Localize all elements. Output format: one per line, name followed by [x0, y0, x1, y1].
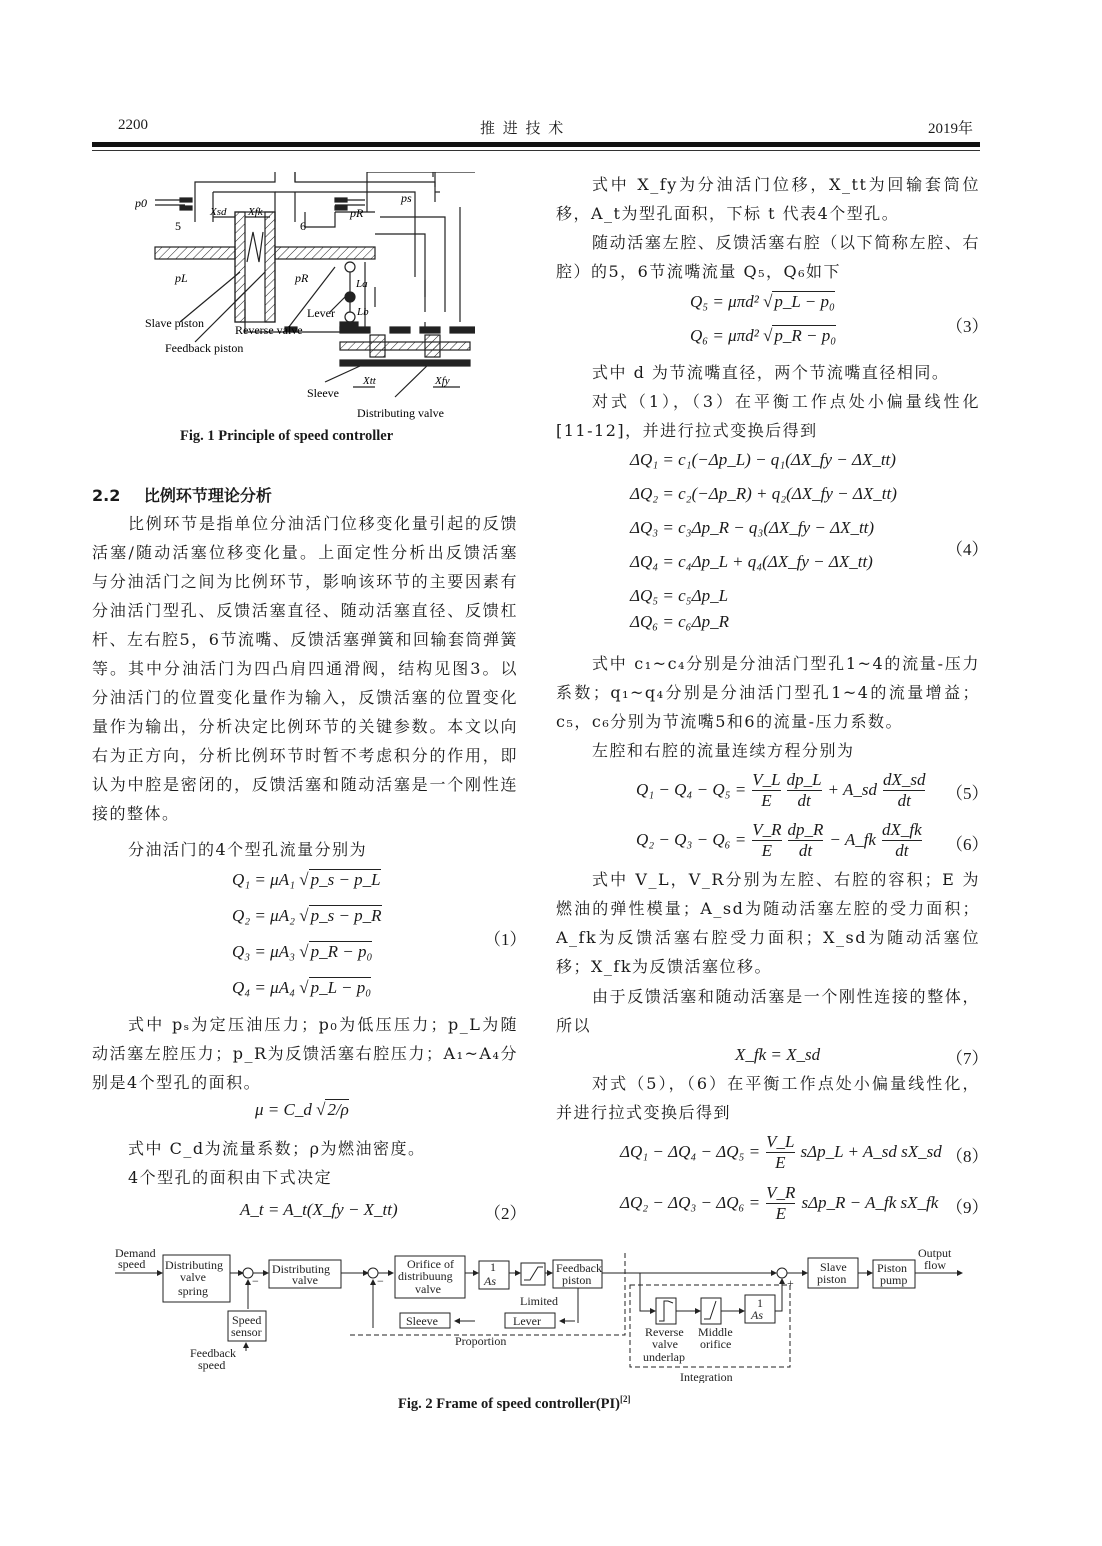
sum-junction-3 — [777, 1268, 787, 1278]
right-paragraph-7: 式中 V_L，V_R分别为左腔、右腔的容积；E 为燃油的弹性模量；A_sd为随动活塞左腔的受力面积；A_fk为反馈活塞右腔受力面积；X_sd为随动活塞位移；X_fk为反馈活塞位移。 — [556, 870, 980, 976]
fig1-label-La: La — [356, 278, 368, 290]
fig2-output-flow: flow — [924, 1258, 946, 1272]
eq4-line: ΔQ₆ = c₆Δp_R — [630, 612, 729, 631]
fig1-label-lever: Lever — [307, 306, 335, 320]
equation-6: Q₂ − Q₃ − Q₆ = $\frac{V\_R}{E}$ dp_R dt − A_fk dX_fk dt — [636, 819, 922, 860]
fig2-feedback-piston: piston — [562, 1273, 592, 1287]
fig2-lever: Lever — [513, 1314, 541, 1328]
eq4-line: ΔQ₃ = c₃Δp_R − q₃(ΔX_fy − ΔX_tt) — [630, 518, 875, 537]
fig2-plus: + — [787, 1276, 794, 1290]
right-paragraph-3: 式中 d 为节流嘴直径，两个节流嘴直径相同。 — [592, 363, 950, 382]
eq6-number: （6） — [946, 835, 989, 854]
left-paragraph-3: 式中 pₛ为定压油压力；p₀为低压压力；p_L为随动活塞左腔压力；p_R为反馈活塞右腔压力；A₁~A₄分别是4个型孔的面积。 — [92, 1015, 518, 1092]
left-paragraph-1: 比例环节是指单位分油活门位移变化量引起的反馈活塞/随动活塞位移变化量。上面定性分析出反馈活塞与分油活门之间为比例环节，影响该环节的主要因素有分油活门型孔、反馈活塞直径、随动活塞直径、反馈杠杆、左右腔5，6节流嘴、反馈活塞弹簧和回输套筒弹簧等。其中分油活门为四凸肩四通滑阀，结构见图3。以分油活门的位置变化量作为输入，反馈活塞的位置变化量作为输出，分析决定比例环节的关键参数。本文以向右为正方向，分析比例环节时暂不考虑积分的作用，即认为中腔是密闭的，反馈活塞和随动活塞是一个刚性连接的整体。 — [92, 514, 518, 823]
fig2-feedback-speed: speed — [198, 1358, 226, 1372]
fig1-label-slave-piston: Slave piston — [145, 316, 204, 330]
fig1-label-Lb: Lb — [357, 306, 369, 318]
fig1-label-xfk: Xfk — [248, 206, 263, 218]
fig2-feedback-speed: Feedback — [190, 1346, 236, 1360]
eq3-line: Q₅ = μπd² √ p_L − p₀ — [690, 292, 835, 311]
fig1-label-5: 5 — [175, 219, 181, 233]
fig2-dv: Distributing — [272, 1262, 331, 1276]
fig2-dv: valve — [292, 1273, 318, 1287]
equation-mu: μ = C_d √ 2/ρ — [255, 1100, 349, 1119]
equation-5: Q₁ − Q₄ − Q₅ = $\frac{V\_L}{E}$ dp_L dt + A_sd dX_sd dt — [636, 769, 926, 810]
fig1-label-ps: ps — [401, 191, 412, 205]
fig2-orifice: valve — [415, 1282, 441, 1296]
fig2-output-flow: Output — [918, 1246, 952, 1260]
fig2-piston-pump: pump — [880, 1273, 908, 1287]
box-limiter — [521, 1263, 545, 1285]
section-heading — [92, 483, 272, 506]
fig2-minus: − — [377, 1274, 384, 1288]
box-middle-orifice — [701, 1298, 721, 1324]
fig2-feedback-piston: Feedback — [556, 1261, 602, 1275]
fig2-slave-piston: Slave — [820, 1260, 847, 1274]
fig2-speed-sensor: sensor — [231, 1325, 262, 1339]
fig2-sleeve: Sleeve — [406, 1314, 438, 1328]
figure-1-caption: Fig. 1 Principle of speed controller — [180, 428, 394, 444]
fig2-integ1: 1 — [490, 1260, 496, 1274]
fig2-integ2: 1 — [757, 1296, 763, 1310]
fig2-dvspring: Distributing — [165, 1258, 224, 1272]
figure-2-caption: Fig. 2 Frame of speed controller(PI)[2] — [398, 1394, 631, 1412]
eq1-line: Q₃ = μA₃ √ p_R − p₀ — [232, 942, 373, 961]
fig2-integ1: As — [484, 1274, 496, 1288]
right-paragraph-8: 由于反馈活塞和随动活塞是一个刚性连接的整体，所以 — [556, 987, 980, 1035]
fig2-orifice: Orifice of — [407, 1257, 454, 1271]
section-number: 2.2 — [92, 486, 121, 505]
fig1-label-6: 6 — [300, 219, 306, 233]
fig2-minus: − — [252, 1274, 259, 1288]
fig1-label-reverse-valve: Reverse valve — [235, 323, 303, 337]
fig2-piston-pump: Piston — [877, 1261, 908, 1275]
equation-2: A_t = A_t(X_fy − X_tt) — [240, 1200, 398, 1219]
equation-7: X_fk = X_sd — [735, 1045, 821, 1064]
fig2-speed-sensor: Speed — [232, 1313, 262, 1327]
eq7-number: （7） — [946, 1049, 989, 1068]
fig1-label-xtt: Xtt — [363, 375, 376, 387]
fig2-integ2: As — [751, 1308, 763, 1322]
fig2-integration: Integration — [680, 1370, 733, 1383]
eq3-number: （3） — [946, 317, 989, 336]
eq4-line: ΔQ₅ = c₅Δp_L — [630, 586, 729, 605]
fig1-label-pL: pL — [175, 271, 188, 285]
box-reverse-underlap — [656, 1298, 676, 1324]
header-rule-thick — [92, 142, 980, 147]
equation-8: ΔQ₁ − ΔQ₄ − ΔQ₅ = $\frac{V\_L}{E}$ sΔp_L + A_sd sX_sd — [620, 1131, 942, 1172]
header-rule-thin — [92, 150, 980, 151]
fig2-proportion: Proportion — [455, 1334, 507, 1348]
left-paragraph-2: 分油活门的4个型孔流量分别为 — [128, 840, 368, 859]
left-paragraph-5: 4个型孔的面积由下式决定 — [128, 1168, 333, 1187]
right-paragraph-2: 随动活塞左腔、反馈活塞右腔（以下简称左腔、右腔）的5，6节流嘴流量 Q₅，Q₆如下 — [556, 233, 980, 281]
fig2-demand: Demand — [115, 1246, 156, 1260]
eq1-line: Q₁ = μA₁ √ p_s − p_L — [232, 870, 381, 889]
fig2-limited: Limited — [520, 1294, 558, 1308]
figure-1-diagram — [135, 172, 475, 422]
journal-title: 推 进 技 术 — [480, 121, 566, 137]
fig2-middle: Middle — [698, 1325, 733, 1339]
fig2-reverse: valve — [652, 1337, 678, 1351]
figure-2-diagram — [110, 1243, 970, 1383]
right-paragraph-5: 式中 c₁~c₄分别是分油活门型孔1~4的流量-压力系数；q₁~q₄分别是分油活门型孔1~4的流量增益；c₅，c₆分别为节流嘴5和6的流量-压力系数。 — [556, 654, 980, 731]
equation-9: ΔQ₂ − ΔQ₃ − ΔQ₆ = $\frac{V\_R}{E}$ sΔp_R − A_fk sX_fk — [620, 1182, 939, 1223]
right-paragraph-9: 对式（5），（6）在平衡工作点处小偏量线性化，并进行拉式变换后得到 — [556, 1074, 980, 1122]
page-number: 2200 — [118, 117, 148, 133]
fig2-reverse: Reverse — [645, 1325, 684, 1339]
fig2-slave-piston: piston — [817, 1272, 847, 1286]
eq4-line: ΔQ₂ = c₂(−Δp_R) + q₂(ΔX_fy − ΔX_tt) — [630, 484, 897, 503]
equation-4 — [630, 450, 897, 638]
eq9-number: （9） — [946, 1198, 989, 1217]
eq4-line: ΔQ₁ = c₁(−Δp_L) − q₁(ΔX_fy − ΔX_tt) — [630, 450, 896, 469]
right-paragraph-1: 式中 X_fy为分油活门位移，X_tt为回输套筒位移，A_t为型孔面积，下标 t 代表4个型孔。 — [556, 175, 980, 223]
fig1-label-xsd: Xsd — [210, 206, 227, 218]
equation-1 — [232, 870, 392, 1014]
fig1-label-distributing-valve: Distributing valve — [357, 406, 444, 420]
eq2-number: （2） — [484, 1204, 527, 1223]
fig1-label-feedback-piston: Feedback piston — [165, 341, 244, 355]
fig2-reverse: underlap — [643, 1350, 685, 1364]
fig1-label-pR-top: pR — [350, 206, 364, 220]
fig1-label-sleeve: Sleeve — [307, 386, 339, 400]
eq4-line: ΔQ₄ = c₄Δp_L + q₄(ΔX_fy − ΔX_tt) — [630, 552, 873, 571]
year: 2019年 — [928, 121, 974, 137]
right-paragraph-6: 左腔和右腔的流量连续方程分别为 — [592, 741, 855, 760]
section-title: 比例环节理论分析 — [143, 486, 272, 505]
eq8-number: （8） — [946, 1147, 989, 1166]
left-paragraph-4: 式中 C_d为流量系数；ρ为燃油密度。 — [128, 1139, 426, 1158]
eq1-number: （1） — [484, 930, 527, 949]
fig1-label-xfy: Xfy — [435, 375, 450, 387]
fig2-dvspring: spring — [178, 1284, 208, 1298]
equation-3 — [690, 292, 836, 360]
fig2-demand: speed — [118, 1257, 146, 1271]
fig1-label-p0: p0 — [135, 196, 147, 210]
fig2-middle: orifice — [700, 1337, 732, 1351]
eq1-line: Q₂ = μA₂ √ p_s − p_R — [232, 906, 382, 925]
fig2-orifice: distribuung — [398, 1269, 453, 1283]
fig2-dvspring: valve — [180, 1270, 206, 1284]
right-paragraph-4: 对式（1），（3）在平衡工作点处小偏量线性化[11-12]，并进行拉式变换后得到 — [556, 392, 980, 440]
eq5-number: （5） — [946, 784, 989, 803]
eq1-line: Q₄ = μA₄ √ p_L − p₀ — [232, 978, 372, 997]
eq3-line: Q₆ = μπd² √ p_R − p₀ — [690, 326, 837, 345]
eq4-number: （4） — [946, 540, 989, 559]
fig1-label-pR: pR — [295, 271, 309, 285]
